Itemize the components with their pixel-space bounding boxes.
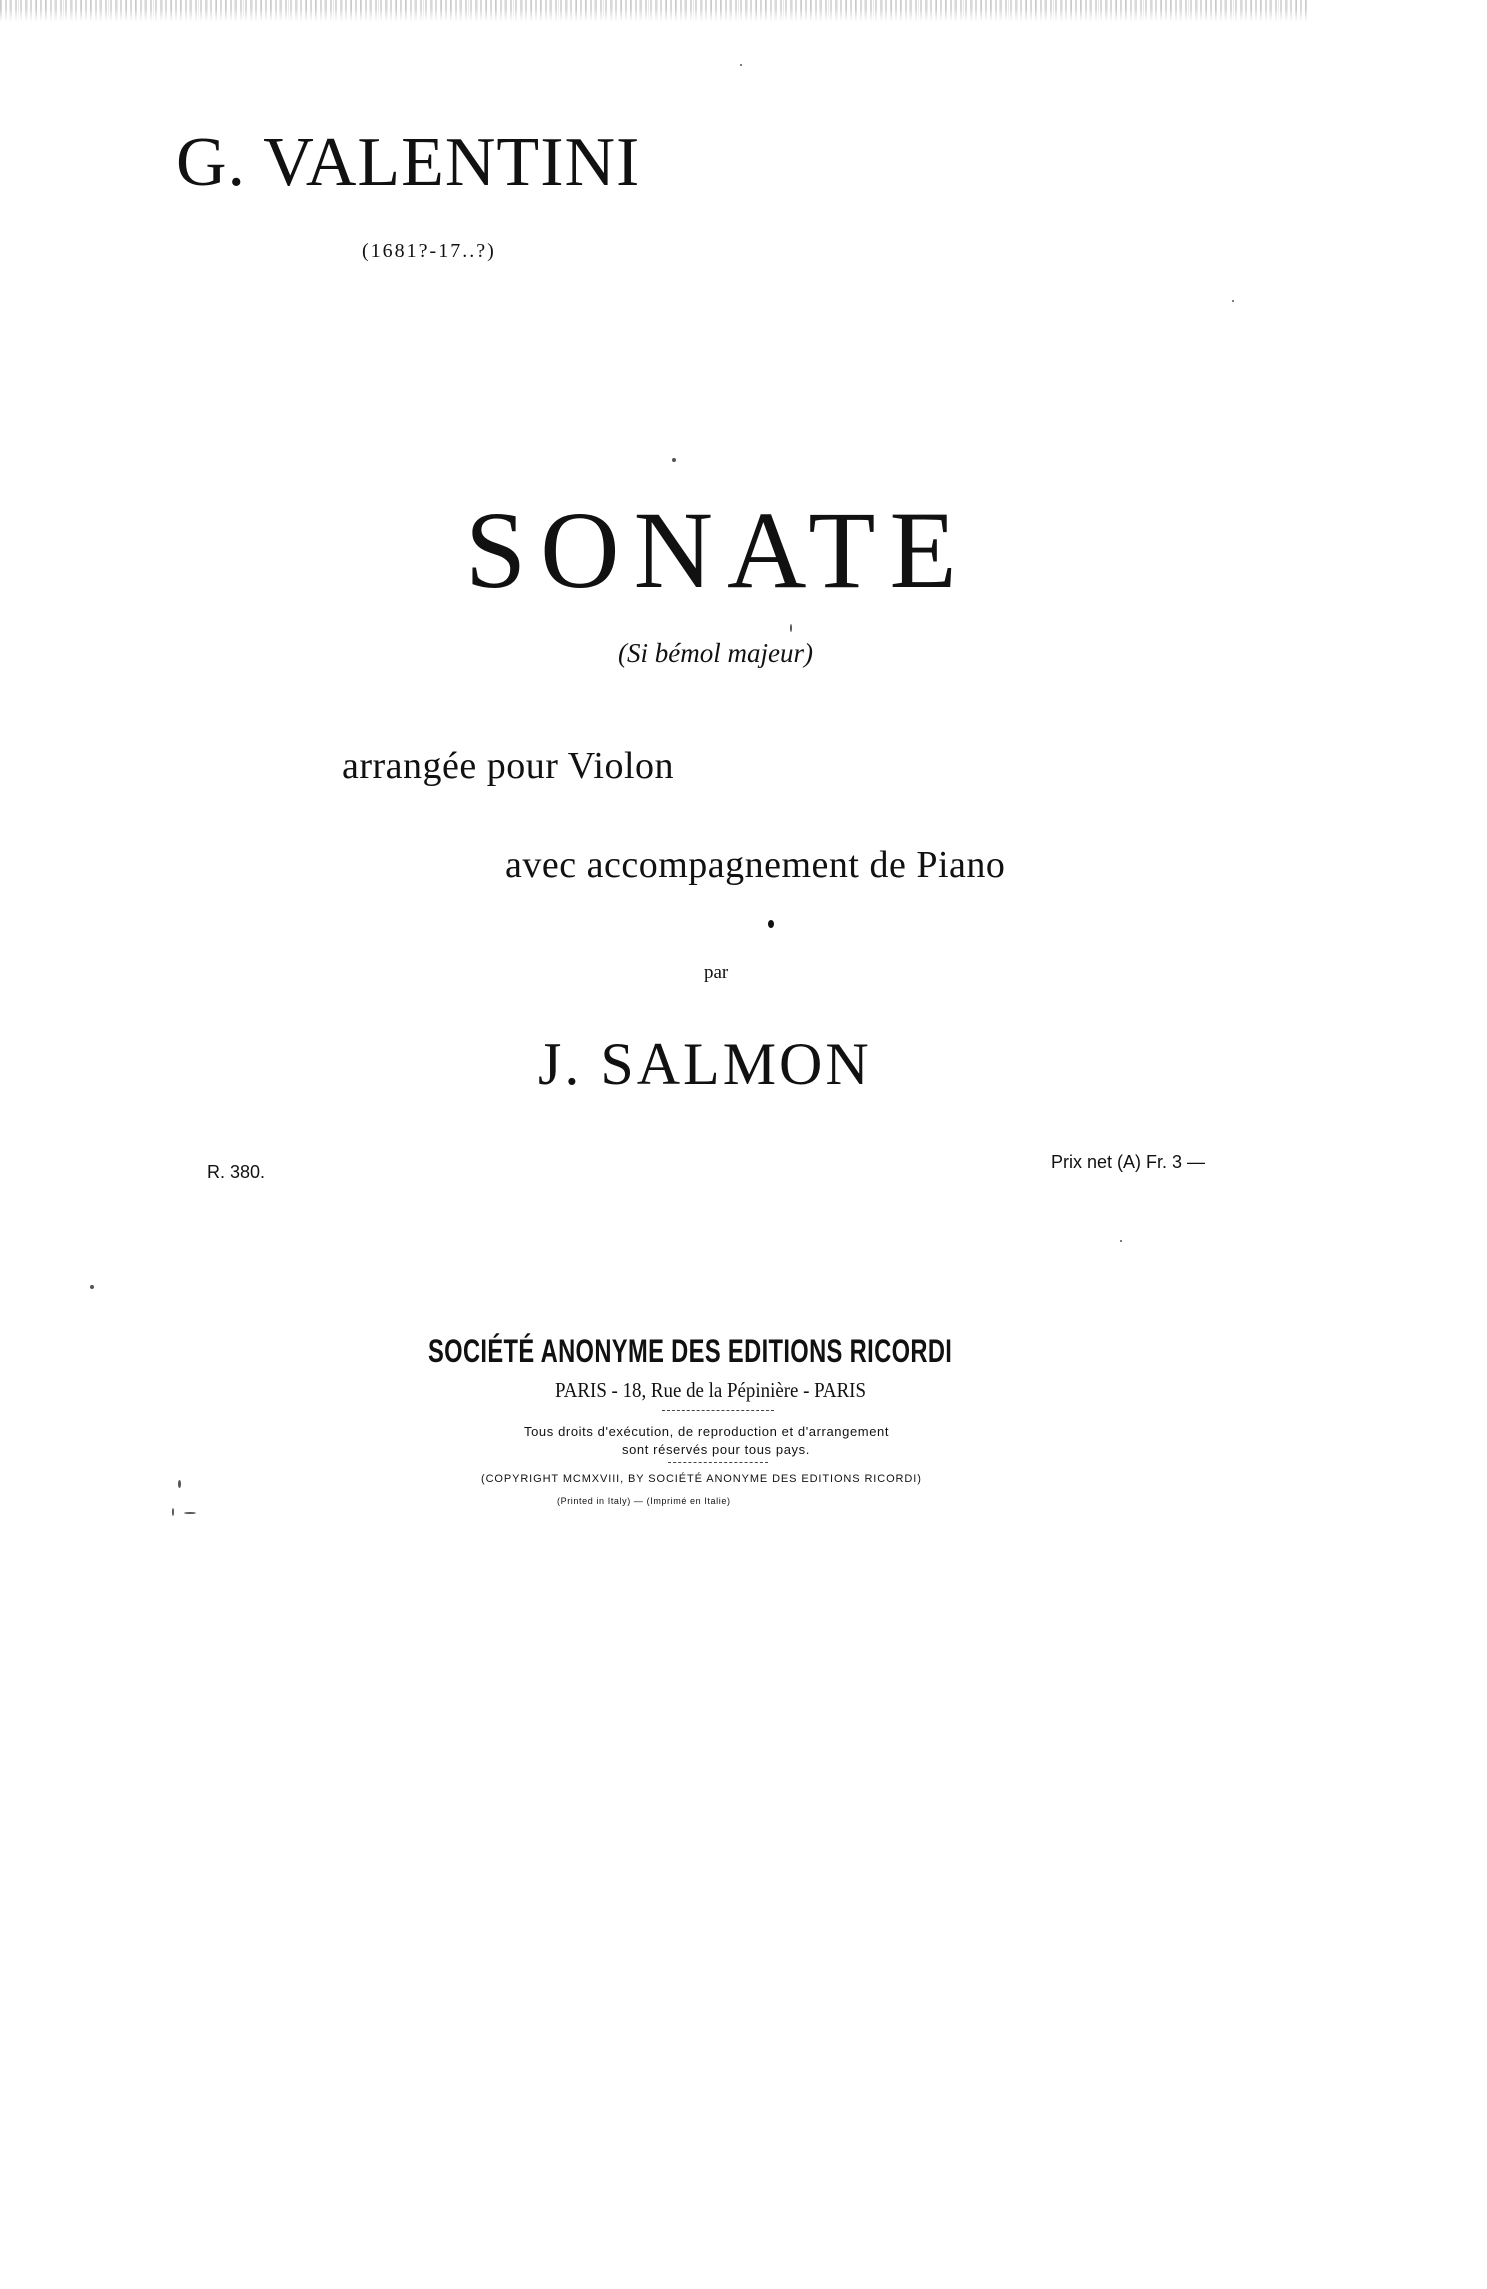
publisher-address: PARIS - 18, Rue de la Pépinière - PARIS (555, 1378, 866, 1402)
rights-notice-line-1: Tous droits d'exécution, de reproduction et d'arrangement (524, 1424, 890, 1439)
printed-notice: (Printed in Italy) — (Imprimé en Italie) (557, 1496, 731, 1506)
divider-rule (668, 1462, 768, 1463)
scan-speck (672, 458, 676, 462)
arrangement-line-2: avec accompagnement de Piano (505, 844, 1006, 886)
price-label: Prix net (A) Fr. 3 — (1051, 1152, 1206, 1172)
scan-edge-noise (0, 0, 1310, 22)
scan-speck (740, 64, 742, 66)
scan-speck (178, 1480, 181, 1488)
catalog-number: R. 380. (207, 1162, 266, 1182)
scan-speck (184, 1512, 196, 1514)
scan-speck (790, 624, 792, 632)
rights-notice-line-2: sont réservés pour tous pays. (622, 1442, 810, 1457)
scan-speck (90, 1285, 94, 1289)
scan-speck (172, 1508, 174, 1516)
arrangement-line-1: arrangée pour Violon (342, 745, 675, 787)
work-title: SONATE (465, 489, 971, 611)
by-label: par (704, 962, 729, 983)
composer-dates: (1681?-17..?) (362, 240, 496, 262)
scan-speck (1120, 1240, 1122, 1242)
arranger-name: J. SALMON (538, 1031, 872, 1097)
divider-rule (662, 1410, 774, 1411)
copyright-notice: (COPYRIGHT MCMXVIII, BY SOCIÉTÉ ANONYME DES EDITIONS RICORDI) (481, 1473, 922, 1485)
work-key: (Si bémol majeur) (618, 638, 813, 668)
composer-name: G. VALENTINI (176, 124, 641, 201)
ornament-dot (768, 920, 774, 928)
scan-speck (1232, 300, 1234, 302)
publisher-name: SOCIÉTÉ ANONYME DES EDITIONS RICORDI (428, 1333, 953, 1369)
